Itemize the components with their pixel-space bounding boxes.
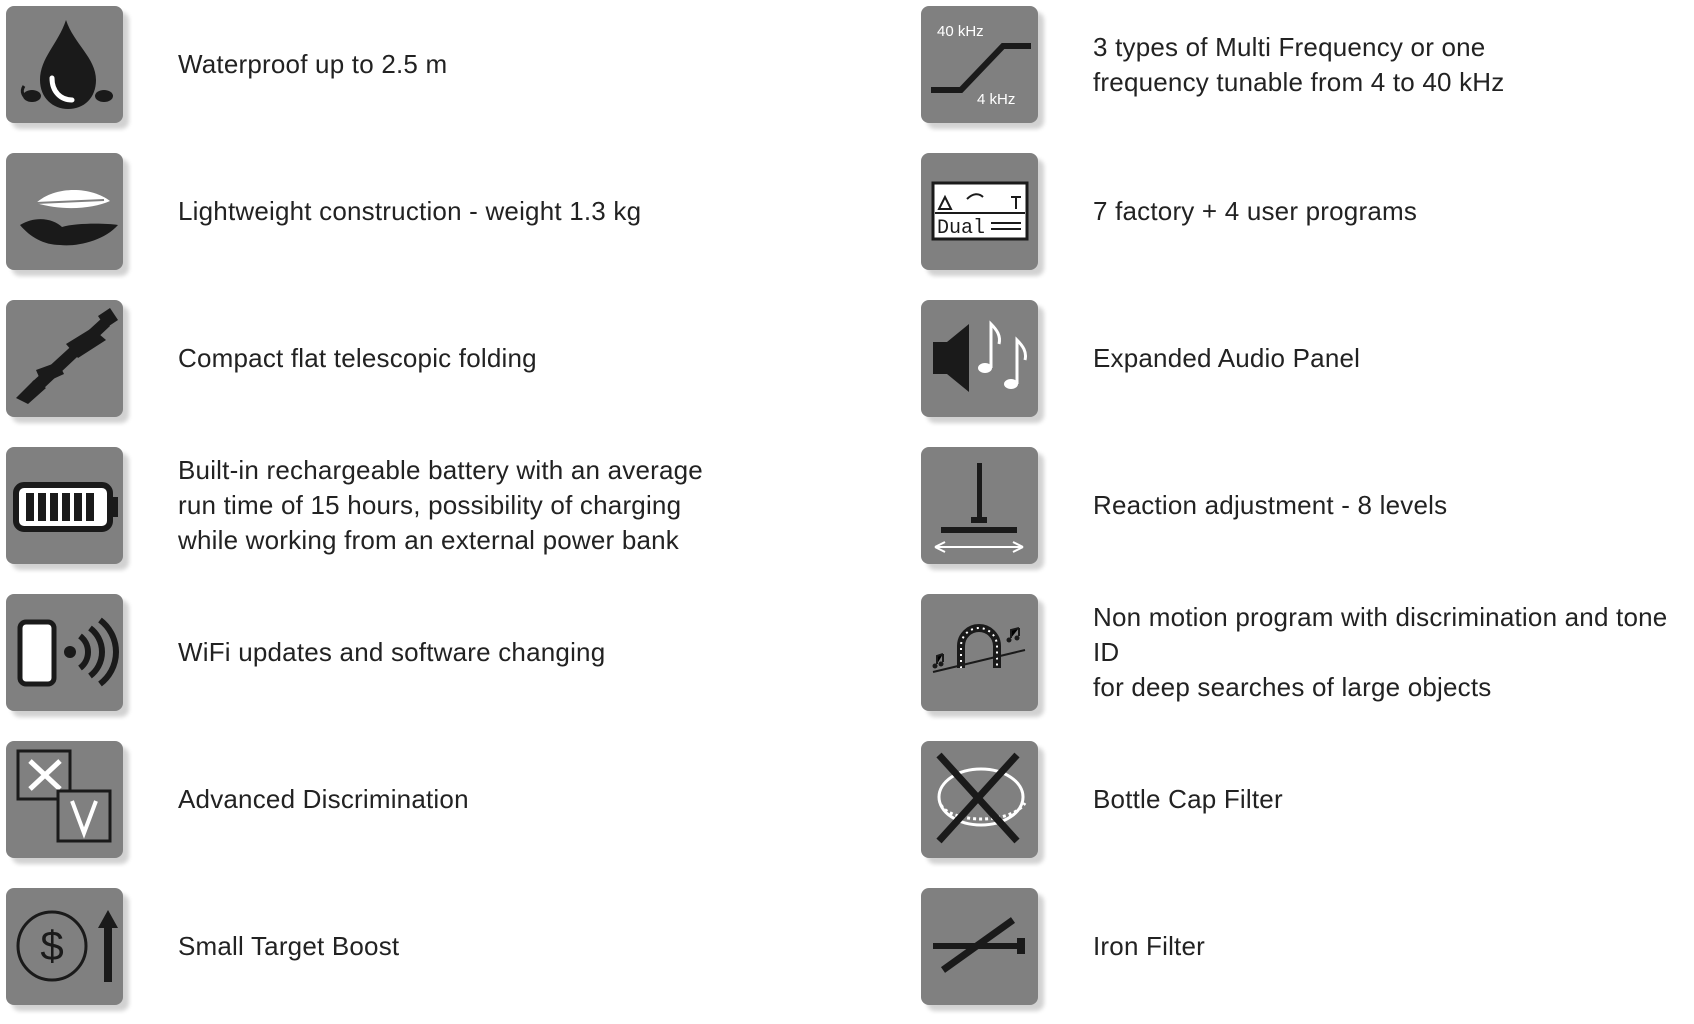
bottle-cap-crossed-icon [921,741,1038,858]
feature-text: WiFi updates and software changing [178,637,606,667]
feature-text: Reaction adjustment - 8 levels [1093,490,1448,520]
feature-wifi [6,594,605,711]
frequency-icon [921,6,1038,123]
search-coil-icon [921,447,1038,564]
battery-icon [6,447,123,564]
speaker-music-icon [921,300,1038,417]
water-drop-icon [6,6,123,123]
cross-check-icon [6,741,123,858]
feature-text: Small Target Boost [178,931,400,961]
feature-text: Lightweight construction - weight 1.3 kg [178,196,642,226]
horseshoe-tone-icon [921,594,1038,711]
feature-text: Advanced Discrimination [178,784,469,814]
feature-text: Waterproof up to 2.5 m [178,49,448,79]
feature-text: Compact flat telescopic folding [178,343,537,373]
frequency-top-label: 40 kHz [937,23,984,40]
svg-text:$: $ [40,922,64,969]
feature-iron [921,888,1205,1005]
feature-small-target [6,888,399,1005]
feature-text: Bottle Cap Filter [1093,784,1283,814]
feature-text: Expanded Audio Panel [1093,343,1361,373]
feature-frequency [921,6,1504,123]
frequency-bottom-label: 4 kHz [977,91,1016,108]
feature-text: 7 factory + 4 user programs [1093,196,1418,226]
programs-screen-label: Dual [937,217,986,240]
feature-battery [6,447,703,564]
telescopic-shaft-icon [6,300,123,417]
iron-nail-crossed-icon [921,888,1038,1005]
feature-reaction [921,447,1447,564]
programs-screen-icon [921,153,1038,270]
feature-discrimination [6,741,469,858]
feature-text: Iron Filter [1093,931,1206,961]
feature-audio [921,300,1360,417]
feature-bottle-cap [921,741,1283,858]
feather-hand-icon [6,153,123,270]
phone-wifi-icon [6,594,123,711]
dollar-boost-icon [6,888,123,1005]
feature-telescopic [6,300,537,417]
feature-waterproof [6,6,447,123]
feature-text: Non motion program with discrimination and tone ID for deep searches of large objects [1093,602,1668,702]
feature-lightweight [6,153,641,270]
feature-text: 3 types of Multi Frequency or one frequency tunable from 4 to 40 kHz [1093,31,1505,97]
feature-text: Built-in rechargeable battery with an average run time of 15 hours, possibility of charging while working from an external power bank [178,455,703,555]
feature-programs [921,153,1417,270]
feature-non-motion [921,594,1694,711]
